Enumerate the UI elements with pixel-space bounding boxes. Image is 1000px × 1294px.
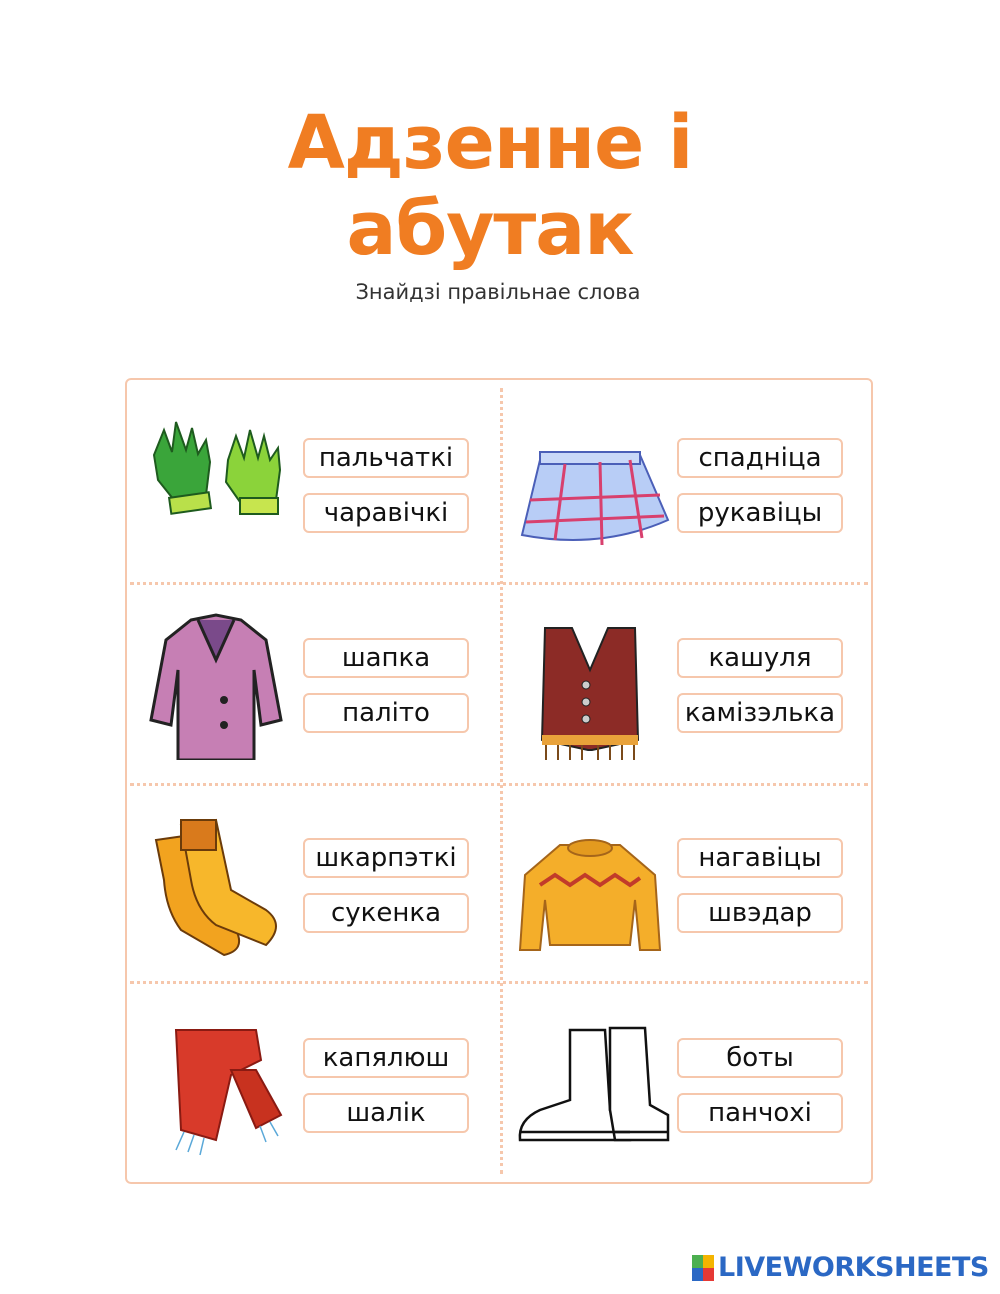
word-option[interactable]: камізэлька xyxy=(677,693,843,733)
instructions: Знайдзі правільнае слова xyxy=(355,280,641,304)
socks-icon xyxy=(136,800,296,960)
word-option[interactable]: швэдар xyxy=(677,893,843,933)
brand-name: LIVEWORKSHEETS xyxy=(718,1252,989,1283)
word-option[interactable]: шапка xyxy=(303,638,469,678)
word-option[interactable]: капялюш xyxy=(303,1038,469,1078)
word-option[interactable]: нагавіцы xyxy=(677,838,843,878)
gloves-icon xyxy=(136,400,296,560)
page-title xyxy=(0,100,980,272)
vest-icon xyxy=(510,600,670,760)
title-line-2: абутак xyxy=(346,186,634,272)
word-option[interactable]: рукавіцы xyxy=(677,493,843,533)
word-option[interactable]: шалік xyxy=(303,1093,469,1133)
word-option[interactable]: спадніца xyxy=(677,438,843,478)
coat-icon xyxy=(136,600,296,760)
logo-mark-icon xyxy=(692,1255,714,1281)
item-cell-coat xyxy=(128,580,500,780)
item-cell-socks xyxy=(128,780,500,980)
item-cell-skirt xyxy=(502,380,874,580)
word-option[interactable]: паліто xyxy=(303,693,469,733)
boots-icon xyxy=(510,1000,670,1160)
sweater-icon xyxy=(510,800,670,960)
word-option[interactable]: кашуля xyxy=(677,638,843,678)
word-option[interactable]: боты xyxy=(677,1038,843,1078)
word-option[interactable]: сукенка xyxy=(303,893,469,933)
item-cell-scarf xyxy=(128,980,500,1180)
item-cell-vest xyxy=(502,580,874,780)
skirt-icon xyxy=(510,400,670,560)
liveworksheets-logo xyxy=(692,1252,989,1283)
item-cell-boots xyxy=(502,980,874,1180)
word-option[interactable]: чаравічкі xyxy=(303,493,469,533)
word-option[interactable]: шкарпэткі xyxy=(303,838,469,878)
title-line-1: Адзенне і xyxy=(287,100,693,186)
scarf-icon xyxy=(136,1000,296,1160)
item-cell-sweater xyxy=(502,780,874,980)
word-option[interactable]: панчохі xyxy=(677,1093,843,1133)
item-cell-gloves xyxy=(128,380,500,580)
word-option[interactable]: пальчаткі xyxy=(303,438,469,478)
